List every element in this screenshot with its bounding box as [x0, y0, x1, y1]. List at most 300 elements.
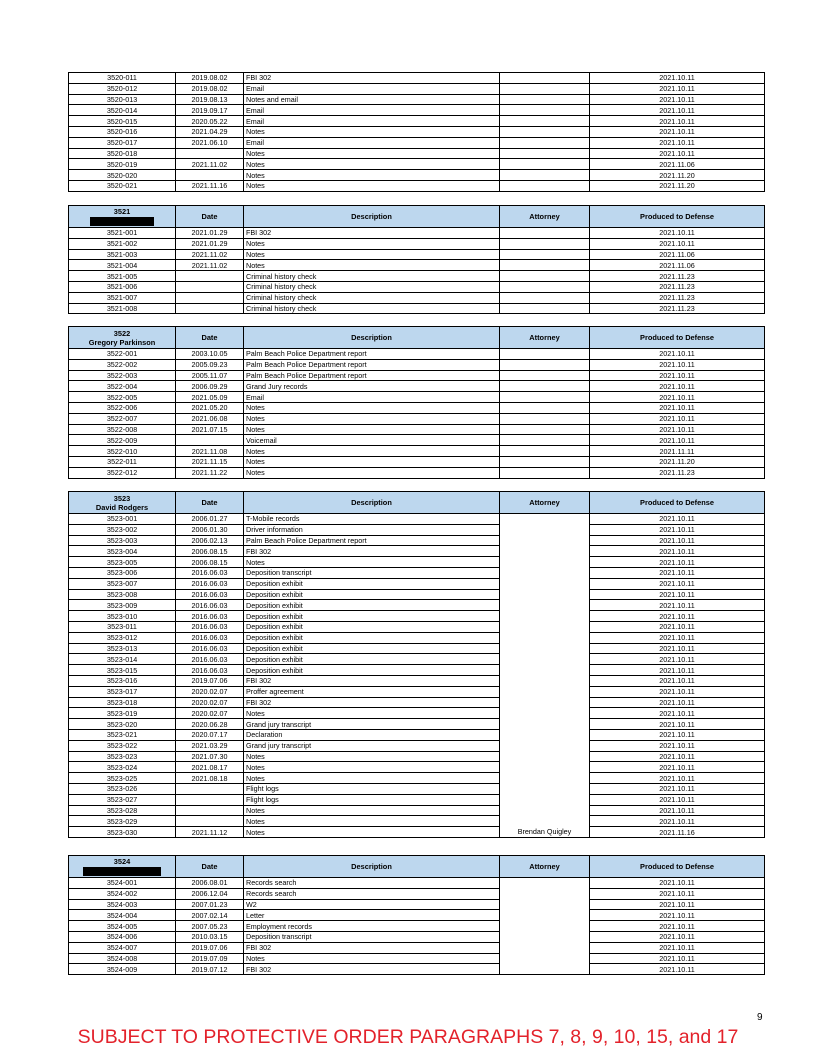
- document-id-cell: 3521-001: [69, 228, 176, 239]
- produced-date-cell: 2021.10.11: [590, 931, 765, 942]
- table-row: [69, 762, 765, 773]
- table-row: [69, 899, 765, 910]
- description-cell: Palm Beach Police Department report: [244, 535, 500, 546]
- document-id-cell: 3522-010: [69, 446, 176, 457]
- section-number: 3524: [113, 857, 131, 867]
- description-cell: Driver information: [244, 524, 500, 535]
- document-id-cell: 3520-017: [69, 137, 176, 148]
- produced-date-cell: 2021.10.11: [590, 942, 765, 953]
- attorney-cell: [500, 170, 590, 181]
- description-cell: Notes: [244, 708, 500, 719]
- description-cell: Deposition transcript: [244, 931, 500, 942]
- document-id-cell: 3523-030: [69, 827, 176, 838]
- produced-date-cell: 2021.10.11: [590, 686, 765, 697]
- produced-date-cell: 2021.10.11: [590, 370, 765, 381]
- date-cell: 2016.06.03: [176, 589, 244, 600]
- description-cell: Notes: [244, 773, 500, 784]
- document-id-cell: 3523-019: [69, 708, 176, 719]
- document-id-cell: 3523-004: [69, 546, 176, 557]
- date-cell: 2021.01.29: [176, 238, 244, 249]
- attorney-cell: [500, 794, 590, 805]
- description-cell: Notes: [244, 238, 500, 249]
- section-number: 3521: [113, 207, 131, 217]
- table-row: [69, 751, 765, 762]
- table-row: [69, 686, 765, 697]
- description-cell: Flight logs: [244, 783, 500, 794]
- description-cell: Deposition exhibit: [244, 611, 500, 622]
- date-cell: [176, 271, 244, 282]
- attorney-cell: [500, 675, 590, 686]
- table-row: [69, 654, 765, 665]
- produced-date-cell: 2021.10.11: [590, 94, 765, 105]
- description-cell: Notes: [244, 126, 500, 137]
- attorney-cell: [500, 654, 590, 665]
- description-cell: Notes: [244, 762, 500, 773]
- description-cell: FBI 302: [244, 73, 500, 84]
- date-cell: [176, 148, 244, 159]
- produced-date-cell: 2021.11.06: [590, 249, 765, 260]
- redaction-box: [90, 217, 154, 226]
- description-cell: FBI 302: [244, 228, 500, 239]
- document-id-cell: 3520-016: [69, 126, 176, 137]
- produced-date-cell: 2021.11.20: [590, 180, 765, 191]
- date-cell: 2006.08.15: [176, 546, 244, 557]
- column-header-date: Date: [176, 327, 244, 349]
- document-id-cell: 3524-005: [69, 921, 176, 932]
- description-cell: Deposition exhibit: [244, 654, 500, 665]
- produced-date-cell: 2021.10.11: [590, 578, 765, 589]
- date-cell: 2021.11.02: [176, 249, 244, 260]
- document-id-cell: 3523-027: [69, 794, 176, 805]
- description-cell: Notes: [244, 159, 500, 170]
- produced-date-cell: 2021.10.11: [590, 424, 765, 435]
- redaction-box: [83, 867, 161, 876]
- attorney-cell: [500, 816, 590, 827]
- date-cell: 2021.11.16: [176, 180, 244, 191]
- description-cell: W2: [244, 899, 500, 910]
- document-id-cell: 3523-018: [69, 697, 176, 708]
- produced-date-cell: 2021.10.11: [590, 611, 765, 622]
- attorney-cell: [500, 446, 590, 457]
- date-cell: 2020.05.22: [176, 116, 244, 127]
- section-table-3521: [68, 205, 765, 314]
- attorney-cell: Brendan Quigley: [500, 827, 590, 838]
- description-cell: Notes: [244, 816, 500, 827]
- table-row: [69, 524, 765, 535]
- table-row: [69, 303, 765, 314]
- date-cell: [176, 281, 244, 292]
- description-cell: Grand jury transcript: [244, 719, 500, 730]
- produced-date-cell: 2021.10.11: [590, 228, 765, 239]
- document-id-cell: 3524-004: [69, 910, 176, 921]
- attorney-cell: [500, 708, 590, 719]
- description-cell: Notes: [244, 751, 500, 762]
- date-cell: 2021.08.17: [176, 762, 244, 773]
- description-cell: Flight logs: [244, 794, 500, 805]
- produced-date-cell: 2021.11.11: [590, 446, 765, 457]
- document-id-cell: 3522-011: [69, 456, 176, 467]
- date-cell: 2016.06.03: [176, 632, 244, 643]
- date-cell: 2021.11.22: [176, 467, 244, 478]
- document-id-cell: 3523-007: [69, 578, 176, 589]
- document-id-cell: 3522-008: [69, 424, 176, 435]
- table-row: [69, 292, 765, 303]
- document-id-cell: 3520-013: [69, 94, 176, 105]
- attorney-cell: [500, 349, 590, 360]
- produced-date-cell: 2021.11.23: [590, 303, 765, 314]
- description-cell: Notes: [244, 953, 500, 964]
- date-cell: 2010.03.15: [176, 931, 244, 942]
- attorney-cell: [500, 228, 590, 239]
- date-cell: 2020.02.07: [176, 697, 244, 708]
- attorney-cell: [500, 524, 590, 535]
- date-cell: 2021.11.02: [176, 159, 244, 170]
- column-header-produced: Produced to Defense: [590, 856, 765, 878]
- date-cell: 2021.07.15: [176, 424, 244, 435]
- table-row: [69, 643, 765, 654]
- produced-date-cell: 2021.10.11: [590, 238, 765, 249]
- date-cell: 2020.06.28: [176, 719, 244, 730]
- attorney-cell: [500, 762, 590, 773]
- section-number: 3523: [113, 493, 131, 503]
- date-cell: 2021.06.10: [176, 137, 244, 148]
- attorney-cell: [500, 73, 590, 84]
- document-id-cell: 3523-025: [69, 773, 176, 784]
- table-row: [69, 238, 765, 249]
- date-cell: 2021.03.29: [176, 740, 244, 751]
- table-row: [69, 665, 765, 676]
- description-cell: Notes: [244, 402, 500, 413]
- description-cell: Email: [244, 105, 500, 116]
- attorney-cell: [500, 180, 590, 191]
- section-id-header: [69, 206, 176, 228]
- attorney-cell: [500, 238, 590, 249]
- table-row: [69, 180, 765, 191]
- description-cell: Notes: [244, 456, 500, 467]
- produced-date-cell: 2021.10.11: [590, 535, 765, 546]
- produced-date-cell: 2021.10.11: [590, 349, 765, 360]
- attorney-cell: [500, 456, 590, 467]
- protective-order-footer: SUBJECT TO PROTECTIVE ORDER PARAGRAPHS 7, 8, 9, 10, 15, and 17: [77, 1026, 739, 1048]
- description-cell: Email: [244, 392, 500, 403]
- document-id-cell: 3524-001: [69, 878, 176, 889]
- produced-date-cell: 2021.10.11: [590, 888, 765, 899]
- attorney-cell: [500, 370, 590, 381]
- document-id-cell: 3522-006: [69, 402, 176, 413]
- table-row: [69, 281, 765, 292]
- date-cell: 2019.07.06: [176, 942, 244, 953]
- column-header-attorney: Attorney: [500, 327, 590, 349]
- description-cell: Records search: [244, 888, 500, 899]
- document-id-cell: 3523-013: [69, 643, 176, 654]
- table-row: [69, 424, 765, 435]
- produced-date-cell: 2021.10.11: [590, 719, 765, 730]
- table-row: [69, 827, 765, 838]
- date-cell: 2006.08.01: [176, 878, 244, 889]
- attorney-cell: [500, 514, 590, 525]
- description-cell: Voicemail: [244, 435, 500, 446]
- table-row: [69, 170, 765, 181]
- date-cell: 2020.02.07: [176, 686, 244, 697]
- produced-date-cell: 2021.10.11: [590, 740, 765, 751]
- date-cell: 2016.06.03: [176, 611, 244, 622]
- table-header-row: [69, 492, 765, 514]
- date-cell: 2021.05.20: [176, 402, 244, 413]
- produced-date-cell: 2021.10.11: [590, 514, 765, 525]
- produced-date-cell: 2021.10.11: [590, 589, 765, 600]
- attorney-cell: [500, 359, 590, 370]
- attorney-cell: [500, 292, 590, 303]
- description-cell: FBI 302: [244, 964, 500, 975]
- column-header-description: Description: [244, 206, 500, 228]
- description-cell: Palm Beach Police Department report: [244, 349, 500, 360]
- document-id-cell: 3523-022: [69, 740, 176, 751]
- description-cell: Notes: [244, 180, 500, 191]
- produced-date-cell: 2021.10.11: [590, 105, 765, 116]
- attorney-cell: [500, 116, 590, 127]
- produced-date-cell: 2021.10.11: [590, 665, 765, 676]
- table-row: [69, 514, 765, 525]
- document-id-cell: 3522-003: [69, 370, 176, 381]
- document-id-cell: 3522-002: [69, 359, 176, 370]
- description-cell: Deposition exhibit: [244, 632, 500, 643]
- table-row: [69, 271, 765, 282]
- table-row: [69, 228, 765, 239]
- attorney-cell: [500, 83, 590, 94]
- table-row: [69, 381, 765, 392]
- document-id-cell: 3522-005: [69, 392, 176, 403]
- description-cell: Email: [244, 116, 500, 127]
- description-cell: Notes: [244, 557, 500, 568]
- table-row: [69, 740, 765, 751]
- attorney-cell: [500, 159, 590, 170]
- attorney-cell: [500, 413, 590, 424]
- date-cell: [176, 783, 244, 794]
- description-cell: Criminal history check: [244, 281, 500, 292]
- table-row: [69, 359, 765, 370]
- table-row: [69, 931, 765, 942]
- attorney-cell: [500, 126, 590, 137]
- document-id-cell: 3521-008: [69, 303, 176, 314]
- produced-date-cell: 2021.11.20: [590, 456, 765, 467]
- description-cell: Deposition transcript: [244, 567, 500, 578]
- description-cell: Criminal history check: [244, 303, 500, 314]
- table-header-row: [69, 206, 765, 228]
- table-row: [69, 708, 765, 719]
- document-id-cell: 3520-012: [69, 83, 176, 94]
- produced-date-cell: 2021.10.11: [590, 729, 765, 740]
- attorney-cell: [500, 137, 590, 148]
- date-cell: 2021.01.29: [176, 228, 244, 239]
- document-id-cell: 3520-021: [69, 180, 176, 191]
- table-row: [69, 557, 765, 568]
- attorney-cell: [500, 729, 590, 740]
- column-header-date: Date: [176, 856, 244, 878]
- date-cell: 2019.08.13: [176, 94, 244, 105]
- date-cell: 2007.05.23: [176, 921, 244, 932]
- document-id-cell: 3524-009: [69, 964, 176, 975]
- produced-date-cell: 2021.11.23: [590, 281, 765, 292]
- section-table-3523: [68, 491, 765, 838]
- produced-date-cell: 2021.10.11: [590, 546, 765, 557]
- table-row: [69, 621, 765, 632]
- date-cell: 2021.05.09: [176, 392, 244, 403]
- produced-date-cell: 2021.10.11: [590, 816, 765, 827]
- document-id-cell: 3523-016: [69, 675, 176, 686]
- attorney-cell: [500, 281, 590, 292]
- date-cell: 2019.08.02: [176, 73, 244, 84]
- attorney-cell: [500, 899, 590, 910]
- produced-date-cell: 2021.10.11: [590, 524, 765, 535]
- section-id-header: [69, 492, 176, 514]
- table-row: [69, 697, 765, 708]
- description-cell: FBI 302: [244, 697, 500, 708]
- table-row: [69, 719, 765, 730]
- attorney-cell: [500, 249, 590, 260]
- produced-date-cell: 2021.11.06: [590, 159, 765, 170]
- date-cell: 2007.02.14: [176, 910, 244, 921]
- section-table-3522: [68, 326, 765, 479]
- produced-date-cell: 2021.10.11: [590, 600, 765, 611]
- document-id-cell: 3523-010: [69, 611, 176, 622]
- document-id-cell: 3521-003: [69, 249, 176, 260]
- attorney-cell: [500, 953, 590, 964]
- table-row: [69, 467, 765, 478]
- produced-date-cell: 2021.10.11: [590, 632, 765, 643]
- table-row: [69, 921, 765, 932]
- document-id-cell: 3523-021: [69, 729, 176, 740]
- date-cell: 2019.09.17: [176, 105, 244, 116]
- document-id-cell: 3520-020: [69, 170, 176, 181]
- section-id-header: [69, 327, 176, 349]
- description-cell: Declaration: [244, 729, 500, 740]
- document-id-cell: 3523-003: [69, 535, 176, 546]
- date-cell: 2016.06.03: [176, 643, 244, 654]
- document-id-cell: 3523-020: [69, 719, 176, 730]
- description-cell: FBI 302: [244, 675, 500, 686]
- attorney-cell: [500, 94, 590, 105]
- table-row: [69, 413, 765, 424]
- date-cell: [176, 292, 244, 303]
- document-id-cell: 3523-005: [69, 557, 176, 568]
- produced-date-cell: 2021.10.11: [590, 83, 765, 94]
- date-cell: 2021.06.08: [176, 413, 244, 424]
- table-header-row: [69, 856, 765, 878]
- document-id-cell: 3523-015: [69, 665, 176, 676]
- section-number: 3522: [113, 328, 131, 338]
- produced-date-cell: 2021.11.20: [590, 170, 765, 181]
- description-cell: Employment records: [244, 921, 500, 932]
- date-cell: 2006.08.15: [176, 557, 244, 568]
- date-cell: 2016.06.03: [176, 665, 244, 676]
- date-cell: [176, 816, 244, 827]
- table-row: [69, 888, 765, 899]
- produced-date-cell: 2021.10.11: [590, 359, 765, 370]
- document-id-cell: 3520-014: [69, 105, 176, 116]
- description-cell: Records search: [244, 878, 500, 889]
- date-cell: 2006.02.13: [176, 535, 244, 546]
- attorney-cell: [500, 719, 590, 730]
- produced-date-cell: 2021.10.11: [590, 762, 765, 773]
- description-cell: Criminal history check: [244, 292, 500, 303]
- produced-date-cell: 2021.10.11: [590, 126, 765, 137]
- produced-date-cell: 2021.10.11: [590, 621, 765, 632]
- produced-date-cell: 2021.10.11: [590, 751, 765, 762]
- produced-date-cell: 2021.11.23: [590, 467, 765, 478]
- date-cell: 2021.11.02: [176, 260, 244, 271]
- description-cell: Notes: [244, 260, 500, 271]
- attorney-cell: [500, 424, 590, 435]
- date-cell: 2006.12.04: [176, 888, 244, 899]
- description-cell: Notes: [244, 827, 500, 838]
- produced-date-cell: 2021.10.11: [590, 643, 765, 654]
- attorney-cell: [500, 621, 590, 632]
- date-cell: 2005.11.07: [176, 370, 244, 381]
- produced-date-cell: 2021.10.11: [590, 413, 765, 424]
- table-row: [69, 773, 765, 784]
- table-row: [69, 456, 765, 467]
- column-header-description: Description: [244, 492, 500, 514]
- document-id-cell: 3524-003: [69, 899, 176, 910]
- table-row: [69, 349, 765, 360]
- produced-date-cell: 2021.10.11: [590, 148, 765, 159]
- date-cell: 2021.07.30: [176, 751, 244, 762]
- description-cell: Criminal history check: [244, 271, 500, 282]
- document-id-cell: 3523-001: [69, 514, 176, 525]
- produced-date-cell: 2021.10.11: [590, 805, 765, 816]
- description-cell: T-Mobile records: [244, 514, 500, 525]
- produced-date-cell: 2021.10.11: [590, 921, 765, 932]
- document-id-cell: 3523-017: [69, 686, 176, 697]
- attorney-cell: [500, 600, 590, 611]
- column-header-attorney: Attorney: [500, 492, 590, 514]
- table-row: [69, 632, 765, 643]
- description-cell: Email: [244, 137, 500, 148]
- attorney-cell: [500, 546, 590, 557]
- description-cell: Deposition exhibit: [244, 665, 500, 676]
- document-id-cell: 3523-029: [69, 816, 176, 827]
- attorney-cell: [500, 665, 590, 676]
- column-header-produced: Produced to Defense: [590, 492, 765, 514]
- attorney-cell: [500, 435, 590, 446]
- produced-date-cell: 2021.10.11: [590, 402, 765, 413]
- date-cell: [176, 170, 244, 181]
- produced-date-cell: 2021.11.16: [590, 827, 765, 838]
- attorney-cell: [500, 888, 590, 899]
- description-cell: Grand Jury records: [244, 381, 500, 392]
- attorney-cell: [500, 921, 590, 932]
- description-cell: Deposition exhibit: [244, 643, 500, 654]
- description-cell: Notes: [244, 467, 500, 478]
- table-row: [69, 805, 765, 816]
- table-row: [69, 435, 765, 446]
- document-id-cell: 3522-004: [69, 381, 176, 392]
- date-cell: 2007.01.23: [176, 899, 244, 910]
- attorney-cell: [500, 557, 590, 568]
- table-header-row: [69, 327, 765, 349]
- attorney-cell: [500, 773, 590, 784]
- date-cell: [176, 805, 244, 816]
- column-header-description: Description: [244, 856, 500, 878]
- description-cell: Notes: [244, 170, 500, 181]
- description-cell: Notes: [244, 249, 500, 260]
- document-id-cell: 3521-004: [69, 260, 176, 271]
- table-row: [69, 249, 765, 260]
- produced-date-cell: 2021.10.11: [590, 899, 765, 910]
- document-id-cell: 3521-007: [69, 292, 176, 303]
- date-cell: 2006.01.30: [176, 524, 244, 535]
- description-cell: Proffer agreement: [244, 686, 500, 697]
